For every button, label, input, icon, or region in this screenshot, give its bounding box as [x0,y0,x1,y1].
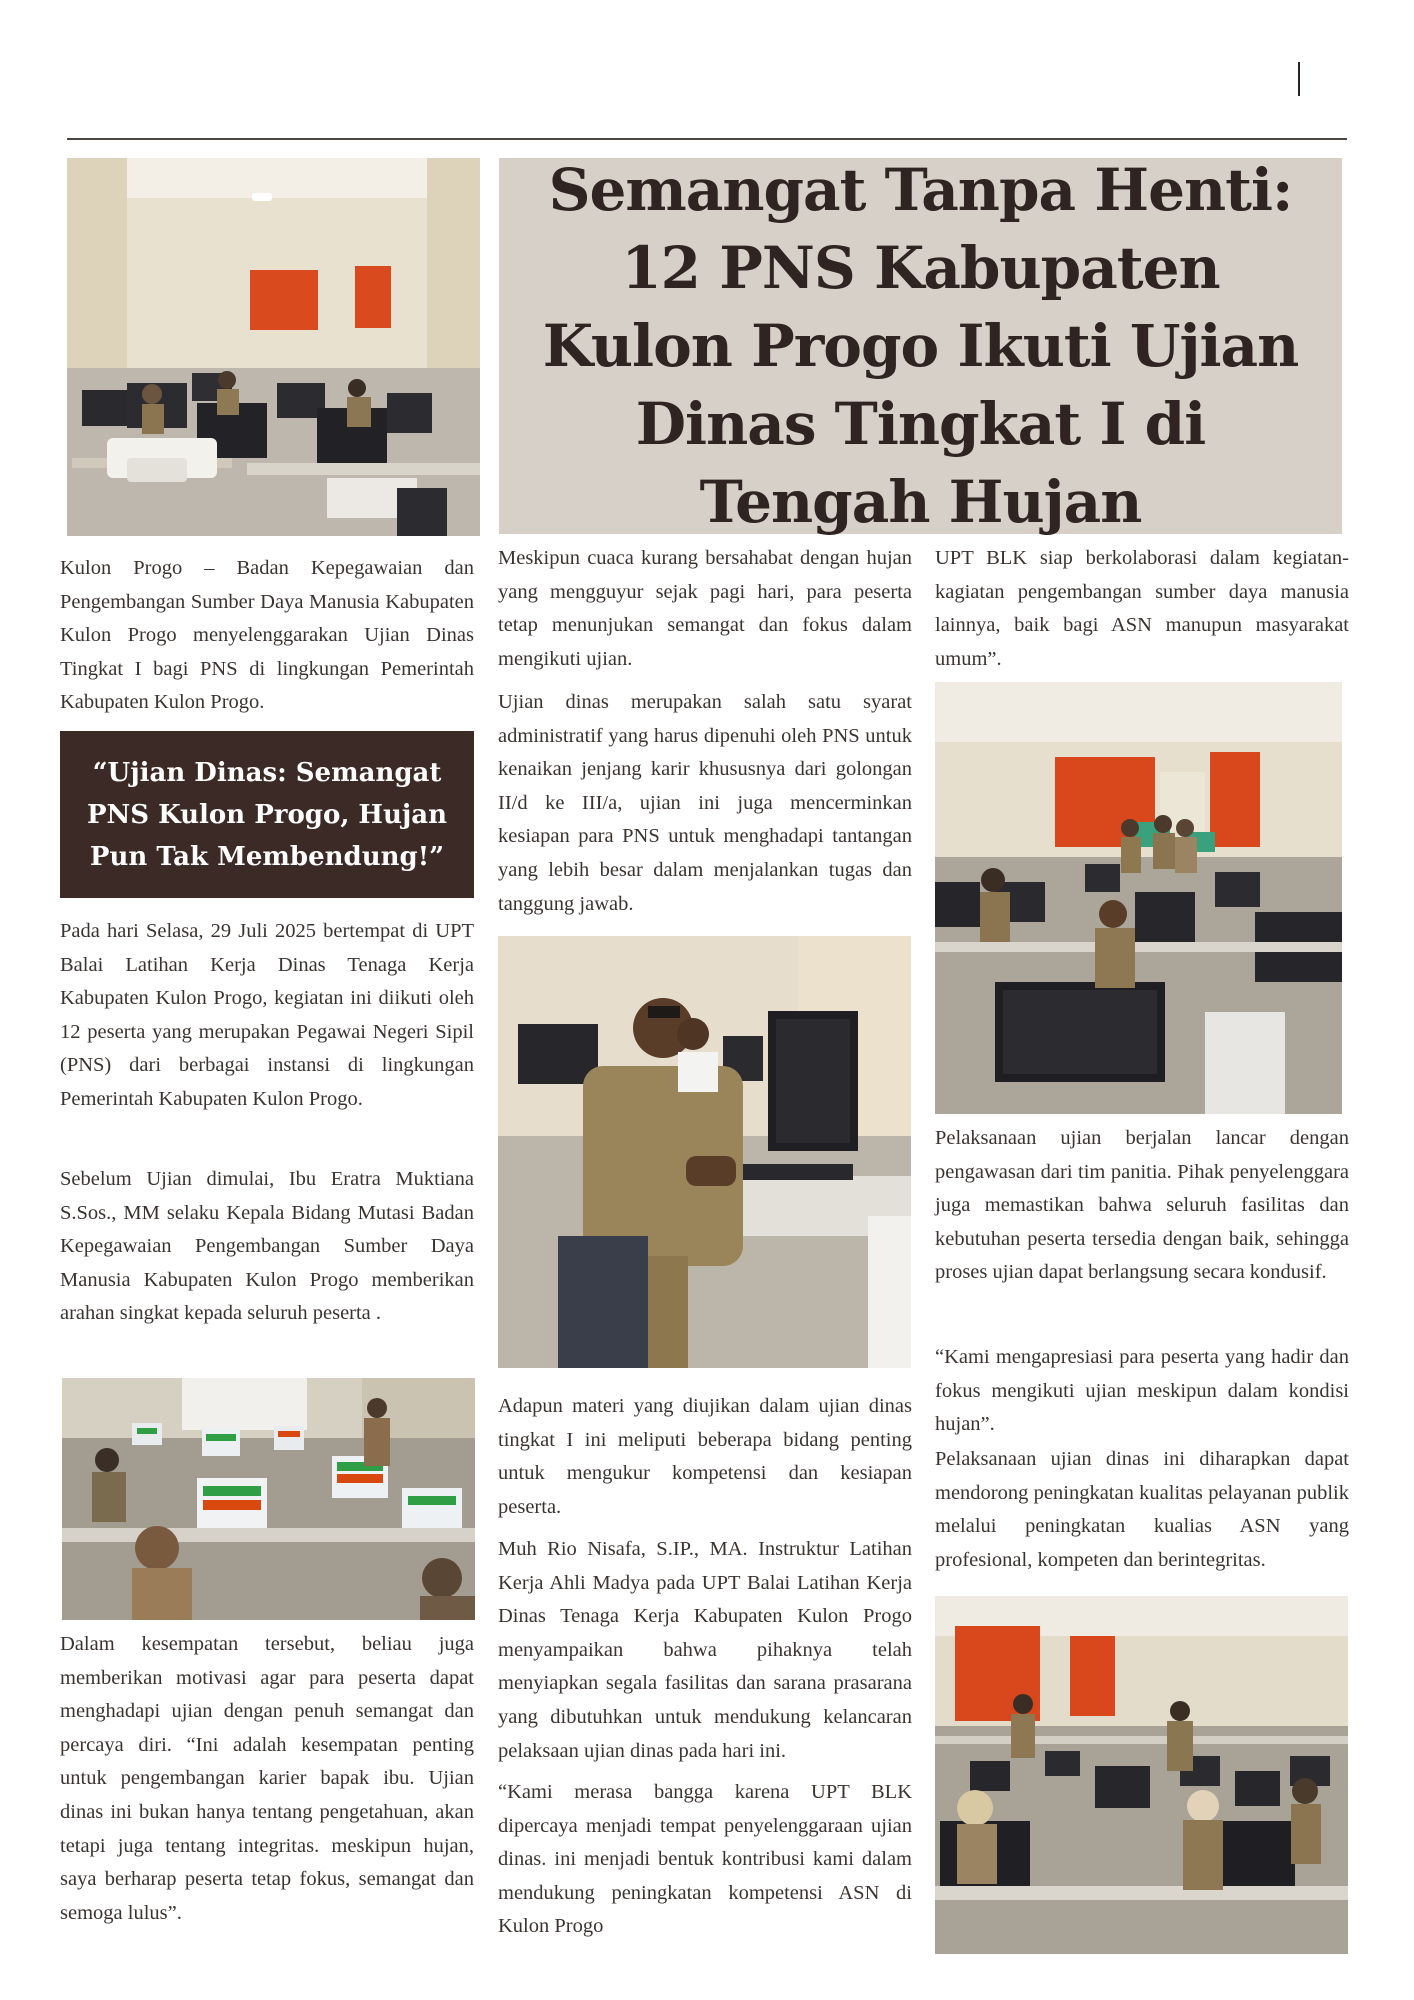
right-paragraph-3: “Kami mengapresiasi para peserta yang hadir dan fokus mengikuti ujian meskipun dalam kondisi hujan”. [935,1346,1349,1436]
middle-paragraph-3: Adapun materi yang diujikan dalam ujian dinas tingkat I ini meliputi beberapa bidang penting untuk mengukur kompetensi dan kesiapan peserta. [498,1395,912,1518]
photo-exam-room-screens [62,1378,475,1620]
header-mark [1298,62,1300,96]
left-paragraph-1: Pada hari Selasa, 29 Juli 2025 bertempat di UPT Balai Latihan Kerja Dinas Tenaga Kerja Kabupaten Kulon Progo, kegiatan ini diikuti oleh 12 peserta yang merupakan Pegawai Negeri Sipil (PNS) dari berbagai instansi di lingkungan Pemerintah Kabupaten Kulon Progo. [60,920,474,1110]
headline-box [499,158,1342,534]
right-paragraph-1: UPT BLK siap berkolaborasi dalam kegiatan-kagiatan pengembangan sumber daya manusia lainnya, baik bagi ASN manupun masyarakat umum”. [935,547,1349,670]
middle-paragraph-2: Ujian dinas merupakan salah satu syarat administratif yang harus dipenuhi oleh PNS untuk kenaikan jenjang karir khususnya dari golongan II/d ke III/a, ujian ini juga mencerminkan kesiapan para PNS untuk menghadapi tantangan yang lebih besar dalam menjalankan tugas dan tanggung jawab. [498,691,912,915]
pull-quote: “Ujian Dinas: Semangat PNS Kulon Progo, Hujan Pun Tak Membendung!” [86,757,448,872]
photo-full-exam-room [935,1596,1348,1954]
left-paragraph-2: Sebelum Ujian dimulai, Ibu Eratra Muktiana S.Sos., MM selaku Kepala Bidang Mutasi Badan Kepegawaian Pengembangan Sumber Daya Manusia Kabupaten Kulon Progo memberikan arahan singkat kepada seluruh peserta . [60,1168,474,1325]
middle-paragraph-5: “Kami merasa bangga karena UPT BLK dipercaya menjadi tempat penyelenggaraan ujian dinas. ini menjadi bentuk kontribusi kami dalam mendukung peningkatan kompetensi ASN di Kulon Progo [498,1781,912,1938]
intro-paragraph: Kulon Progo – Badan Kepegawaian dan Pengembangan Sumber Daya Manusia Kabupaten Kulon Progo menyelenggarakan Ujian Dinas Tingkat I bagi PNS di lingkungan Pemerintah Kabupaten Kulon Progo. [60,557,474,714]
left-paragraph-3: Dalam kesempatan tersebut, beliau juga memberikan motivasi agar para peserta dapat menghadapi ujian dengan penuh semangat dan percaya diri. “Ini adalah kesempatan penting untuk pengembangan karier bapak ibu. Ujian dinas ini bukan hanya tentang pengetahuan, akan tetapi juga tentang integritas. meskipun hujan, saya berharap peserta tetap fokus, semangat dan semoga lulus”. [60,1633,474,1924]
photo-supervisors-room [935,682,1342,1114]
photo-participant-at-computer [498,936,911,1368]
photo-classroom-overview [67,158,480,536]
middle-paragraph-4: Muh Rio Nisafa, S.IP., MA. Instruktur Latihan Kerja Ahli Madya pada UPT Balai Latihan Kerja Dinas Tenaga Kerja Kabupaten Kulon Progo menyampaikan bahwa pihaknya telah menyiapkan segala fasilitas dan sarana prasarana yang dibutuhkan untuk mendukung kelancaran pelaksaan ujian dinas pada hari ini. [498,1538,912,1762]
headline: Semangat Tanpa Henti: 12 PNS Kabupaten Kulon Progo Ikuti Ujian Dinas Tingkat I di Tengah Hujan [542,156,1299,536]
pull-quote-box [60,731,474,898]
right-paragraph-2: Pelaksanaan ujian berjalan lancar dengan pengawasan dari tim panitia. Pihak penyelenggara juga memastikan bahwa seluruh fasilitas dan kebutuhan peserta tersedia dengan baik, sehingga proses ujian dapat berlangsung secara kondusif. [935,1127,1349,1284]
header-rule [67,138,1347,140]
right-paragraph-4: Pelaksanaan ujian dinas ini diharapkan dapat mendorong peningkatan kualitas pelayanan publik melalui peningkatan kualias ASN yang profesional, kompeten dan berintegritas. [935,1448,1349,1571]
middle-paragraph-1: Meskipun cuaca kurang bersahabat dengan hujan yang mengguyur sejak pagi hari, para peserta tetap menunjukan semangat dan fokus dalam mengikuti ujian. [498,547,912,670]
